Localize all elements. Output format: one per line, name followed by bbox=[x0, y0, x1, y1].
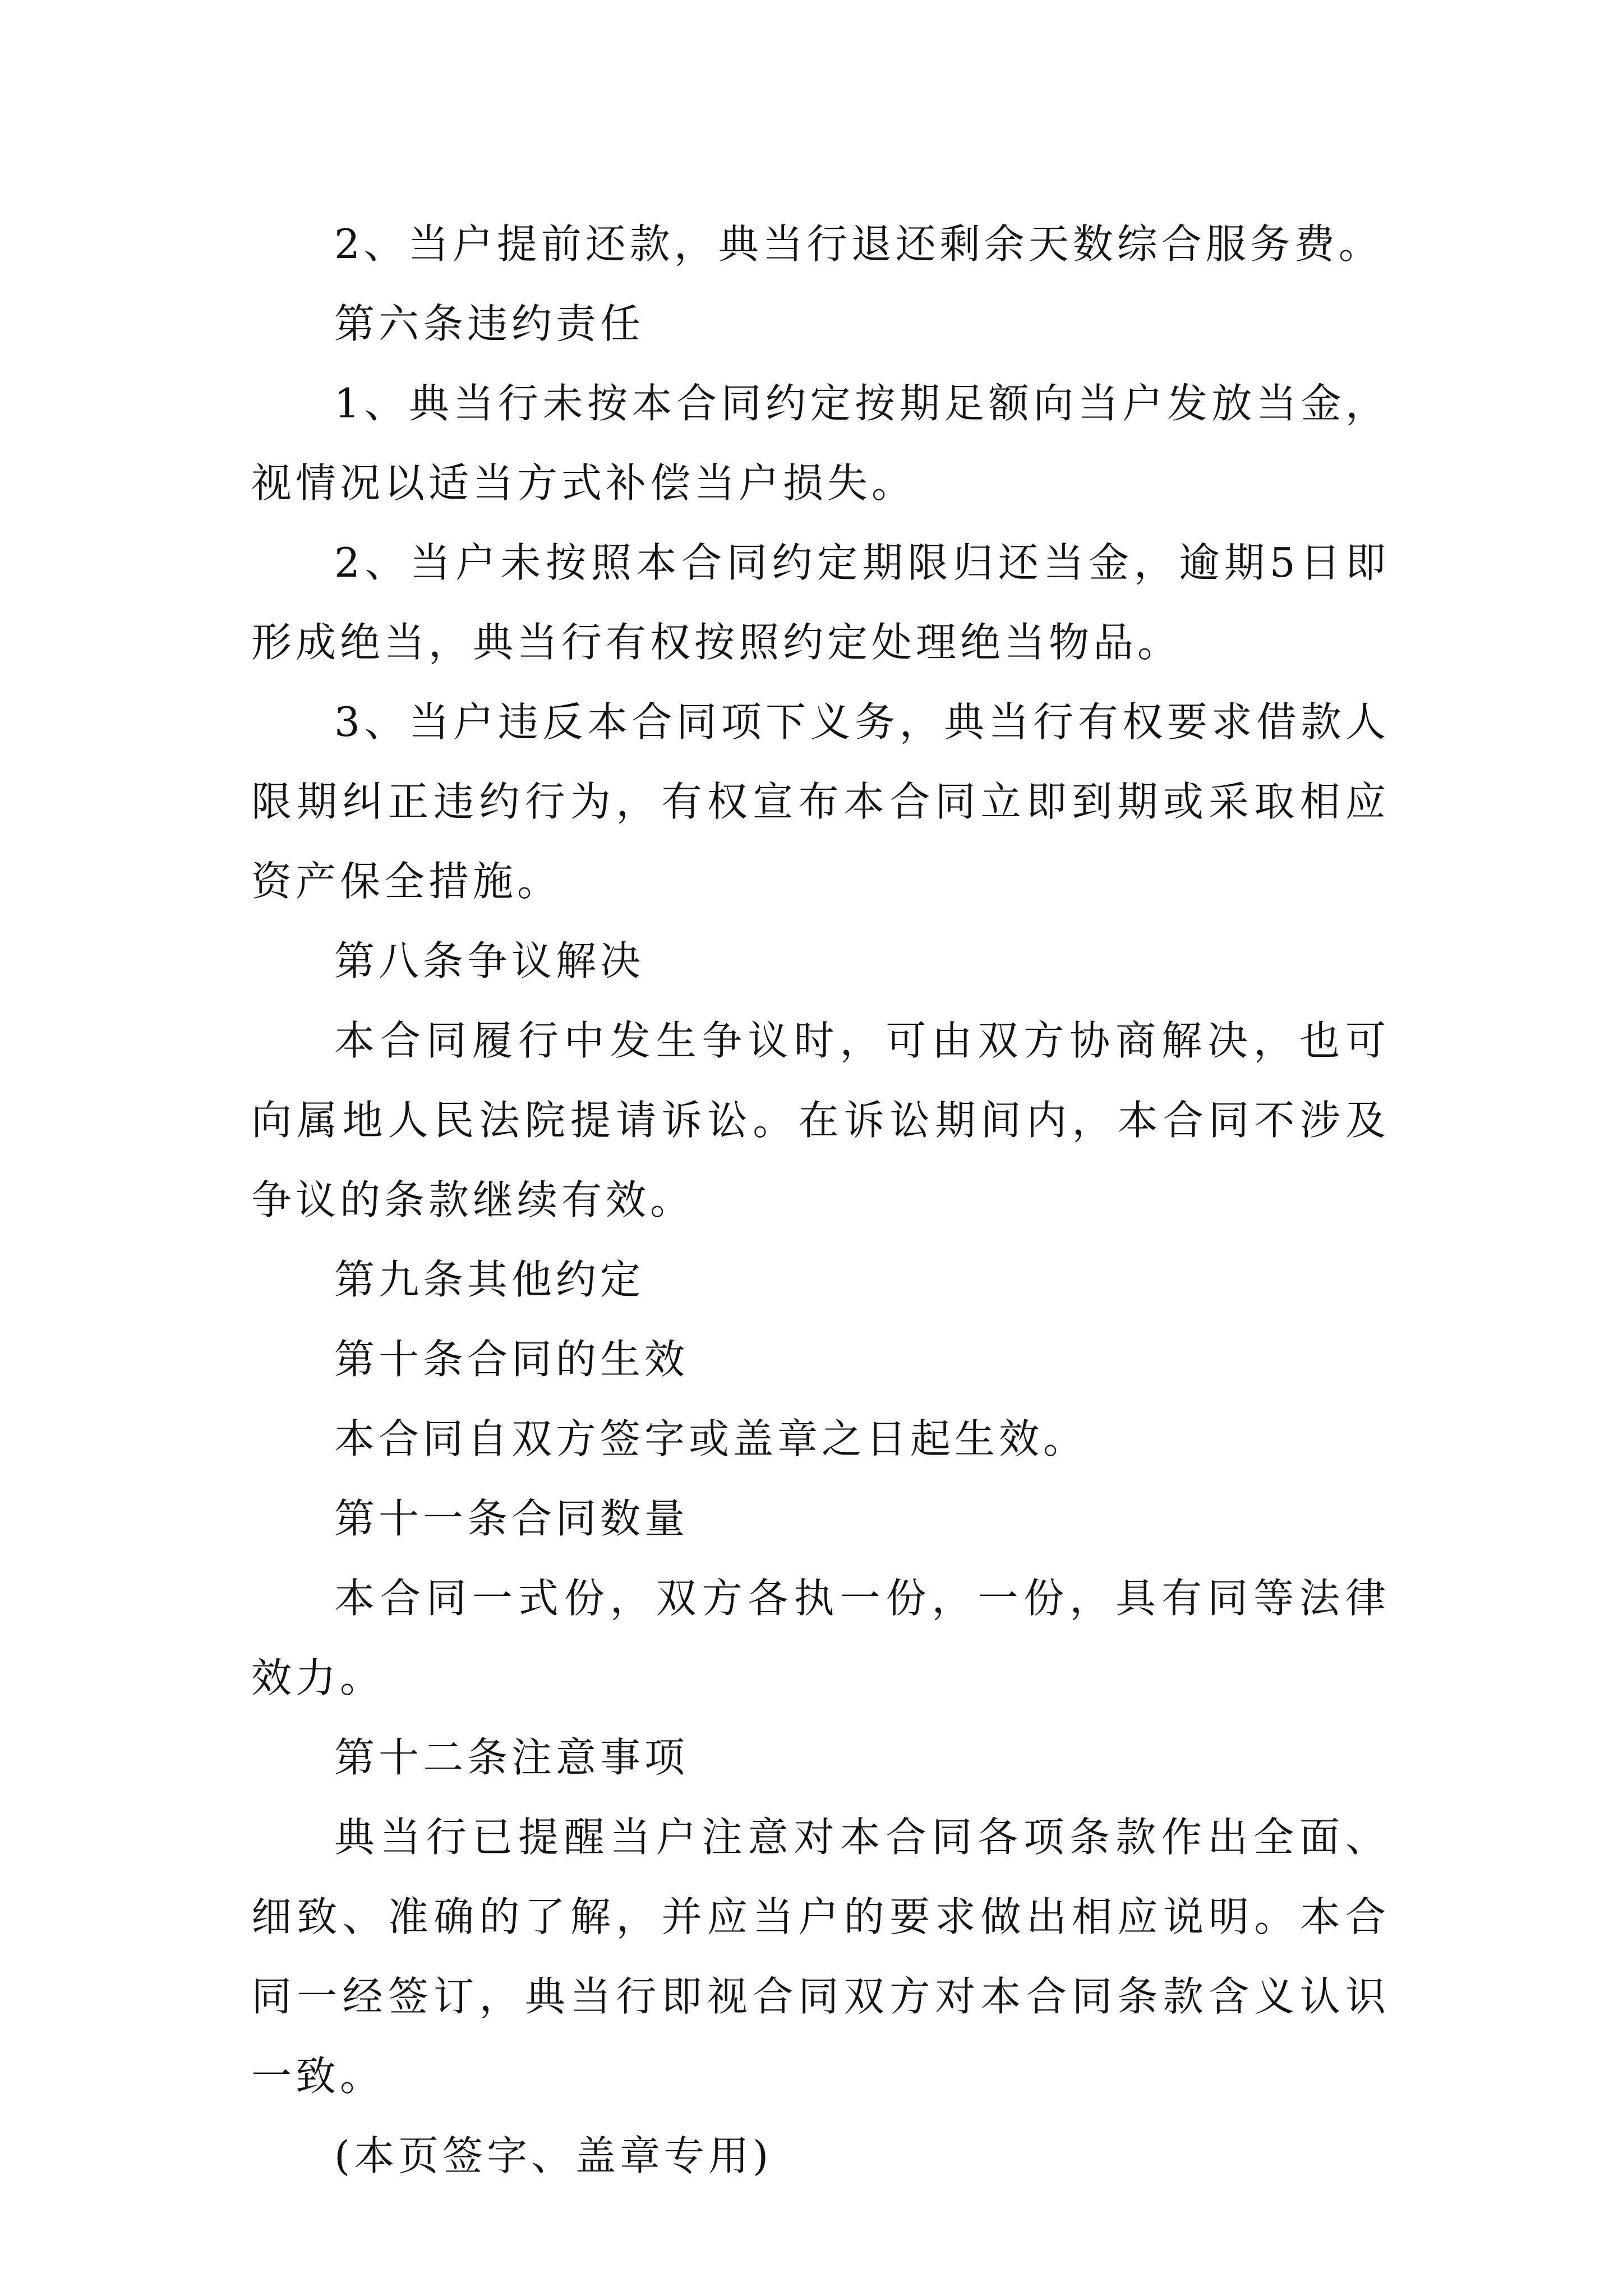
heading-article-10-effect: 第十条合同的生效 bbox=[334, 1336, 689, 1383]
heading-article-6-breach: 第六条违约责任 bbox=[334, 300, 645, 347]
signature-note: (本页签字、盖章专用) bbox=[334, 2132, 773, 2179]
heading-article-12-notes: 第十二条注意事项 bbox=[334, 1734, 689, 1781]
heading-article-9-other: 第九条其他约定 bbox=[334, 1256, 645, 1303]
clause-dispute-resolution: 本合同履行中发生争议时，可由双方协商解决，也可向属地人民法院提请诉讼。在诉讼期间内，本合同不涉及争议的条款继续有效。 bbox=[251, 1017, 1390, 1223]
heading-article-11-copies: 第十一条合同数量 bbox=[334, 1495, 689, 1542]
clause-copies: 本合同一式份，双方各执一份，一份，具有同等法律效力。 bbox=[251, 1575, 1390, 1701]
clause-effective-date: 本合同自双方签字或盖章之日起生效。 bbox=[334, 1415, 1088, 1462]
clause-pawner-breach: 3、当户违反本合同项下义务，典当行有权要求借款人限期纠正违约行为，有权宣布本合同立即到期或采取相应资产保全措施。 bbox=[251, 698, 1390, 905]
document-body bbox=[251, 204, 1390, 2196]
clause-overdue-forfeit: 2、当户未按照本合同约定期限归还当金，逾期5日即形成绝当，典当行有权按照约定处理绝当物品。 bbox=[251, 539, 1390, 666]
clause-notice: 典当行已提醒当户注意对本合同各项条款作出全面、细致、准确的了解，并应当户的要求做出相应说明。本合同一经签订，典当行即视合同双方对本合同条款含义认识一致。 bbox=[251, 1814, 1390, 2100]
clause-pawnshop-breach: 1、典当行未按本合同约定按期足额向当户发放当金，视情况以适当方式补偿当户损失。 bbox=[251, 380, 1390, 507]
heading-article-8-dispute: 第八条争议解决 bbox=[334, 937, 645, 984]
clause-early-repayment: 2、当户提前还款，典当行退还剩余天数综合服务费。 bbox=[334, 220, 1383, 268]
